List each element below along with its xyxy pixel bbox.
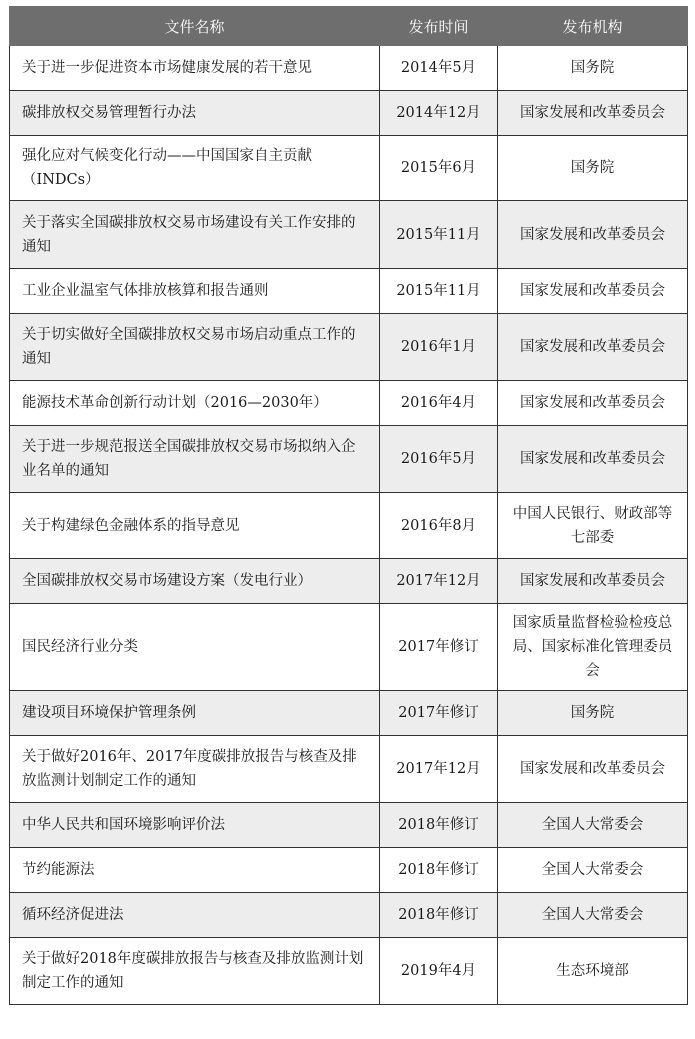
policy-table-container bbox=[9, 6, 687, 1005]
cell-publish-date: 2017年修订 bbox=[380, 604, 498, 691]
cell-publish-date: 2016年5月 bbox=[380, 426, 498, 493]
cell-publisher: 国家发展和改革委员会 bbox=[498, 736, 688, 803]
cell-publish-date: 2018年修订 bbox=[380, 893, 498, 938]
cell-publish-date: 2015年6月 bbox=[380, 136, 498, 201]
table-row bbox=[10, 381, 688, 426]
cell-publish-date: 2014年5月 bbox=[380, 46, 498, 91]
cell-publisher: 国家发展和改革委员会 bbox=[498, 559, 688, 604]
table-row bbox=[10, 493, 688, 559]
cell-document-name: 关于进一步促进资本市场健康发展的若干意见 bbox=[10, 46, 380, 91]
table-row bbox=[10, 938, 688, 1005]
table-row bbox=[10, 736, 688, 803]
table-row bbox=[10, 848, 688, 893]
cell-document-name: 节约能源法 bbox=[10, 848, 380, 893]
cell-publisher: 中国人民银行、财政部等七部委 bbox=[498, 493, 688, 559]
cell-publisher: 国家发展和改革委员会 bbox=[498, 314, 688, 381]
cell-publisher: 国家质量监督检验检疫总局、国家标准化管理委员会 bbox=[498, 604, 688, 691]
cell-publish-date: 2017年修订 bbox=[380, 691, 498, 736]
table-row bbox=[10, 604, 688, 691]
cell-document-name: 工业企业温室气体排放核算和报告通则 bbox=[10, 269, 380, 314]
cell-document-name: 碳排放权交易管理暂行办法 bbox=[10, 91, 380, 136]
cell-document-name: 关于进一步规范报送全国碳排放权交易市场拟纳入企业名单的通知 bbox=[10, 426, 380, 493]
cell-publish-date: 2018年修订 bbox=[380, 848, 498, 893]
cell-document-name: 关于落实全国碳排放权交易市场建设有关工作安排的通知 bbox=[10, 201, 380, 269]
cell-publisher: 国家发展和改革委员会 bbox=[498, 91, 688, 136]
cell-publish-date: 2016年4月 bbox=[380, 381, 498, 426]
cell-document-name: 强化应对气候变化行动——中国国家自主贡献（INDCs） bbox=[10, 136, 380, 201]
cell-publish-date: 2018年修订 bbox=[380, 803, 498, 848]
cell-publisher: 全国人大常委会 bbox=[498, 803, 688, 848]
header-publisher: 发布机构 bbox=[498, 7, 688, 46]
cell-publish-date: 2017年12月 bbox=[380, 559, 498, 604]
cell-document-name: 循环经济促进法 bbox=[10, 893, 380, 938]
cell-document-name: 关于做好2016年、2017年度碳排放报告与核查及排放监测计划制定工作的通知 bbox=[10, 736, 380, 803]
table-row bbox=[10, 803, 688, 848]
cell-publisher: 全国人大常委会 bbox=[498, 848, 688, 893]
table-row bbox=[10, 201, 688, 269]
cell-publish-date: 2016年8月 bbox=[380, 493, 498, 559]
cell-publisher: 国家发展和改革委员会 bbox=[498, 381, 688, 426]
cell-document-name: 国民经济行业分类 bbox=[10, 604, 380, 691]
cell-document-name: 能源技术革命创新行动计划（2016—2030年） bbox=[10, 381, 380, 426]
cell-publisher: 国务院 bbox=[498, 136, 688, 201]
cell-publish-date: 2015年11月 bbox=[380, 201, 498, 269]
table-row bbox=[10, 269, 688, 314]
table-row bbox=[10, 91, 688, 136]
cell-publish-date: 2016年1月 bbox=[380, 314, 498, 381]
cell-publish-date: 2017年12月 bbox=[380, 736, 498, 803]
cell-document-name: 关于切实做好全国碳排放权交易市场启动重点工作的通知 bbox=[10, 314, 380, 381]
cell-document-name: 全国碳排放权交易市场建设方案（发电行业） bbox=[10, 559, 380, 604]
cell-document-name: 建设项目环境保护管理条例 bbox=[10, 691, 380, 736]
cell-publish-date: 2015年11月 bbox=[380, 269, 498, 314]
table-row bbox=[10, 314, 688, 381]
cell-publisher: 全国人大常委会 bbox=[498, 893, 688, 938]
table-row bbox=[10, 46, 688, 91]
cell-publish-date: 2014年12月 bbox=[380, 91, 498, 136]
cell-publisher: 国家发展和改革委员会 bbox=[498, 201, 688, 269]
cell-publish-date: 2019年4月 bbox=[380, 938, 498, 1005]
cell-document-name: 关于做好2018年度碳排放报告与核查及排放监测计划制定工作的通知 bbox=[10, 938, 380, 1005]
header-publish-date: 发布时间 bbox=[380, 7, 498, 46]
cell-publisher: 国务院 bbox=[498, 691, 688, 736]
header-document-name: 文件名称 bbox=[10, 7, 380, 46]
cell-publisher: 国务院 bbox=[498, 46, 688, 91]
table-header-row bbox=[10, 7, 688, 46]
table-row bbox=[10, 426, 688, 493]
table-row bbox=[10, 559, 688, 604]
table-row bbox=[10, 136, 688, 201]
cell-document-name: 中华人民共和国环境影响评价法 bbox=[10, 803, 380, 848]
table-row bbox=[10, 893, 688, 938]
policy-table bbox=[9, 6, 688, 1005]
cell-publisher: 生态环境部 bbox=[498, 938, 688, 1005]
table-row bbox=[10, 691, 688, 736]
cell-document-name: 关于构建绿色金融体系的指导意见 bbox=[10, 493, 380, 559]
cell-publisher: 国家发展和改革委员会 bbox=[498, 269, 688, 314]
cell-publisher: 国家发展和改革委员会 bbox=[498, 426, 688, 493]
